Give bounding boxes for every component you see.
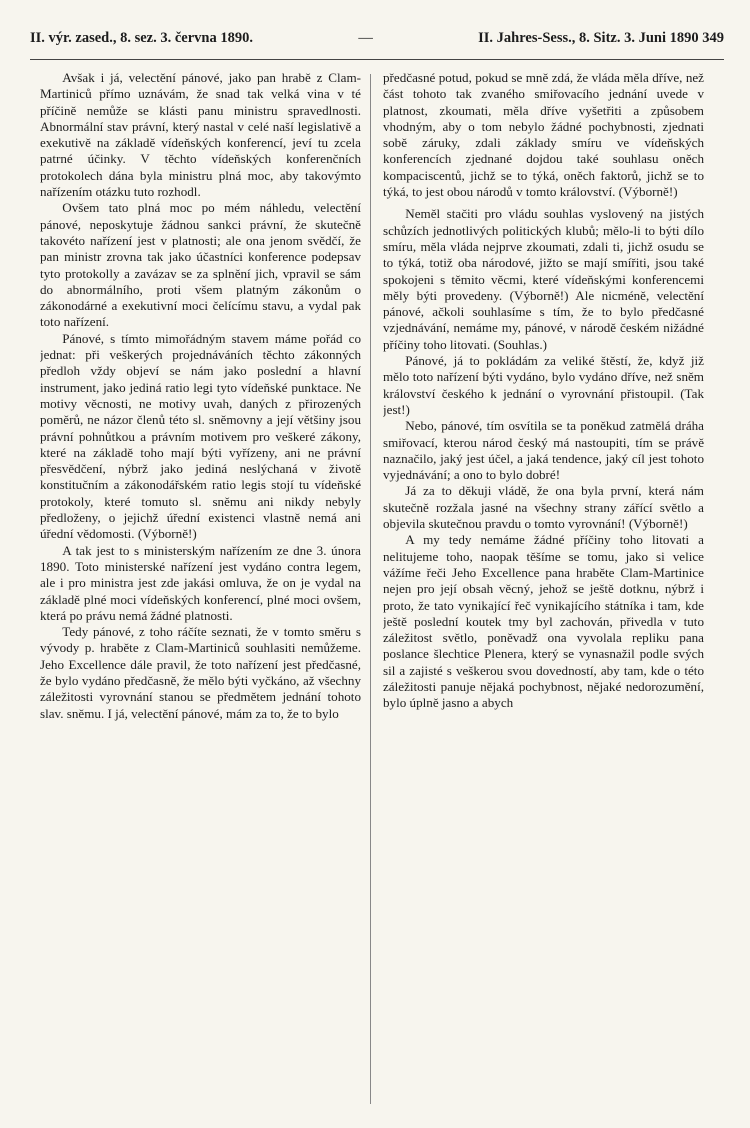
paragraph: Neměl stačiti pro vládu souhlas vyslovený na jistých schůzích jednotlivých politických klubů; mělo-li to býti dílo smíru, měla vláda nejprve zkoumati, zdali ti, jichž osudu se to týká, totiž oba národové, jižto se mají smířiti, jsou také spokojeni s těmito věcmi, které vídeňskými konferencemi měly býti provedeny. (Výborně!) Ale nicméně, velectění pánové, ačkoli souhlasíme s tím, že to bylo předčasné vzjednávání, nemáme my, pánové, v národě českém nižádné příčiny toho litovati. (Souhlas.) (383, 206, 704, 352)
paragraph: A my tedy nemáme žádné příčiny toho litovati a nelitujeme toho, naopak těšíme se tomu, jako si velice vážíme řeči Jeho Excellence pana hraběte Clam-Martinice nejen pro její obsah věcný, jehož se ještě dotknu, nýbrž i proto, že tato vynikající řeč vynikajícího státníka i tam, kde ještě poslední koutek tmy byl zachován, přivedla v tuto záležitost světlo, poněvadž ona vyvolala repliku pana poslance šlechtice Plenera, který se vynasnažil podle svých sil a zajisté s veškerou svou dovedností, aby tam, kde o této záležitosti panuje nějaká pochybnost, nějaké nedorozumění, bylo úplně jasno a abych (383, 532, 704, 711)
header-german: II. Jahres-Sess., 8. Sitz. 3. Juni 1890 349 (478, 30, 724, 46)
page-header (30, 30, 724, 60)
paragraph: Já za to děkuji vládě, že ona byla první, která nám skutečně rozžala jasné na všechny strany zářící světlo a objevila skutečnou pravdu o tomto vyrovnání! (Výborně!) (383, 483, 704, 532)
paragraph: Nebo, pánové, tím osvítila se ta poněkud zatmělá dráha smiřovací, kterou národ český má nastoupiti, tím se právě naznačilo, jaký jest účel, a jaká tendence, jaký cíl jest tohoto vyjednávání; a ono to bylo dobré! (383, 418, 704, 483)
paragraph: Pánové, já to pokládám za veliké štěstí, že, když již mělo toto nařízení býti vydáno, bylo vydáno dříve, než sněm království českého k jednání o vyrovnání přistoupil. (Tak jest!) (383, 353, 704, 417)
right-column (383, 70, 704, 1110)
paragraph: Tedy pánové, z toho ráčíte seznati, že v tomto směru s vývody p. hraběte z Clam-Martiniců souhlasiti nemůžeme. Jeho Excellence dále pravil, že toto nařízení jest předčasné, že bylo vydáno předčasně, že mělo býti vyčkáno, až všechny záležitosti vyrovnání stanou se předmětem jednání tohoto slav. sněmu. I já, velectění pánové, mám za to, že to bylo (40, 624, 361, 721)
text-columns (40, 70, 704, 1110)
paragraph: předčasné potud, pokud se mně zdá, že vláda měla dříve, než část tohoto tak zvaného smiřovacího jednání uvede v platnost, zkoumati, měla dříve vyšetřiti a způsobem vhodným, aby o tom nebylo žádné pochybnosti, zjednati sobě záruky, zdali základy smíru ve vídeňských konferencích zjednané dojdou také souhlasu oněch kompaciscentů, jichž se to týká, oněch faktorů, jichž se to týká, to jest obou národů v tomto království. (Výborně!) (383, 70, 704, 200)
left-column (40, 70, 361, 1110)
paragraph: A tak jest to s ministerským nařízením ze dne 3. února 1890. Toto ministerské nařízení jest vydáno contra legem, ale i pro ministra jest zde jakási omluva, že on je vydal na základě plné moci vídeňských konferencí, plné moci ovšem, která po právu nemá žádné platnosti. (40, 542, 361, 623)
header-separator: — (358, 30, 373, 46)
paragraph: Ovšem tato plná moc po mém náhledu, velectění pánové, neposkytuje žádnou sankci právní, že skutečně takovéto nařízení jest v platnosti; ale ona jenom svědčí, že pan ministr zrovna tak jako účastníci konference podepsav tyto protokolly a zavázav se za splnění jich, vpravil se sám do abnormálního, proti všem platným zákonům o zákonodárné a exekutivní moci čelícímu stavu, a vydal pak toto nařízení. (40, 200, 361, 330)
paragraph: Pánové, s tímto mimořádným stavem máme pořád co jednat: při veškerých projednáváních těchto zákonných předloh vždy objeví se nám jako poslední a hlavní instrument, jako jediná ratio legi tyto vídeňské punktace. Ne motivy věcnosti, ne motivy uvah, daných z přirozených poměrů, ne názor členů této sl. sněmovny a její většiny jsou právní pohnůtkou a právním motivem pro veškeré zákony, které na základě toho mají býti vyřízeny, ani ne právní přesvědčení, nýbrž jako jediná neslýchaná v životě konstitučním a zákonodářském ratio legis stojí tu vídeňské protokoly, které tomuto sl. sněmu ani nikdy nebyly předloženy, o jejichž úřední existenci vlastně nemá ani úřední vědomosti. (Výborně!) (40, 330, 361, 542)
paragraph: Avšak i já, velectění pánové, jako pan hrabě z Clam-Martiniců přímo uznávám, že snad tak velká vina v té příčině nemůže se klásti panu ministru spravedlnosti. Abnormální stav právní, který nastal v celé naší legislativě a exekutivě na základě vídeňských konferencí, jeví tu zcela patrné účinky. V těchto vídeňských konferenčních protokolech dána byla ministru plná moc, aby takovýmto nařízením otázku tuto rozhodl. (40, 70, 361, 200)
header-czech: II. výr. zased., 8. sez. 3. června 1890. (30, 30, 253, 46)
